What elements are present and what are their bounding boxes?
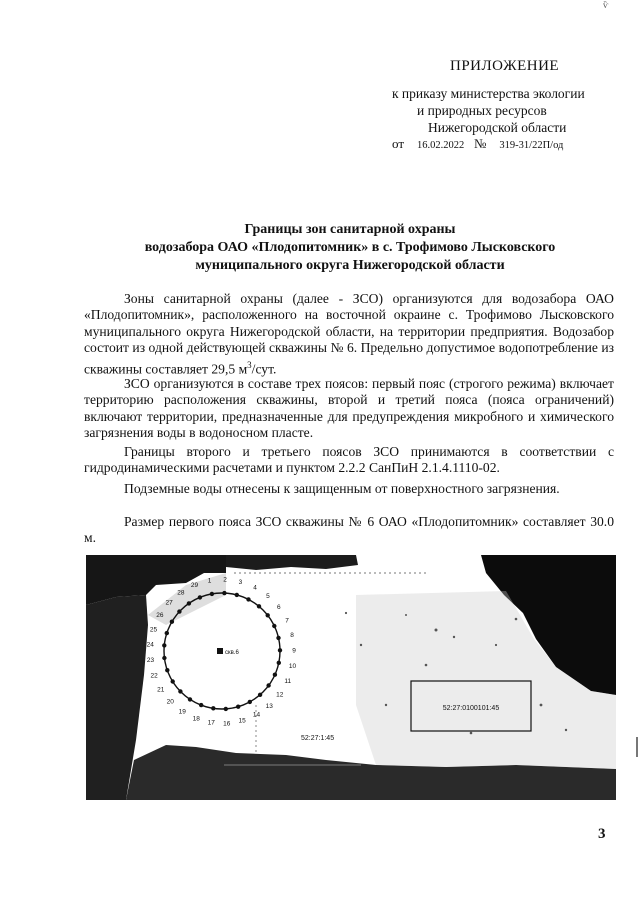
title-line-1: Границы зон санитарной охраны bbox=[244, 222, 456, 237]
appendix-title: ПРИЛОЖЕНИЕ bbox=[450, 58, 560, 74]
boundary-point-label-20: 20 bbox=[166, 698, 174, 706]
boundary-point-label-6: 6 bbox=[276, 604, 281, 612]
paragraph-4 bbox=[84, 481, 614, 497]
boundary-point-20 bbox=[178, 689, 182, 693]
boundary-point-18 bbox=[199, 703, 203, 707]
paragraph-1 bbox=[84, 291, 614, 378]
boundary-point-5 bbox=[257, 604, 261, 608]
paragraph-5-text: Размер первого пояса ЗСО скважины № 6 ОАО «Плодопитомник» составляет 30.0 м. bbox=[84, 514, 614, 546]
cadastral-number-label: 52:27:0100101:45 bbox=[442, 705, 500, 712]
boundary-point-24 bbox=[162, 643, 166, 647]
boundary-point-25 bbox=[165, 631, 169, 635]
paragraph-3 bbox=[84, 444, 614, 477]
boundary-point-1 bbox=[210, 592, 214, 596]
boundary-point-label-7: 7 bbox=[285, 617, 289, 625]
from-label: от bbox=[392, 136, 405, 151]
boundary-point-label-22: 22 bbox=[150, 672, 158, 680]
boundary-point-label-25: 25 bbox=[149, 626, 158, 634]
boundary-point-27 bbox=[177, 609, 181, 613]
title-line-2: водозабора ОАО «Плодопитомник» в с. Трофимово Лысковского bbox=[144, 240, 556, 255]
boundary-point-7 bbox=[272, 624, 276, 628]
boundary-point-label-8: 8 bbox=[290, 632, 294, 640]
boundary-point-label-18: 18 bbox=[192, 715, 200, 723]
boundary-point-2 bbox=[222, 591, 226, 595]
boundary-point-label-17: 17 bbox=[207, 719, 215, 727]
plot-cadastral-label: 52:27:1:45 bbox=[301, 735, 335, 742]
paragraph-2 bbox=[84, 376, 614, 442]
boundary-point-15 bbox=[236, 705, 240, 709]
boundary-point-label-1: 1 bbox=[207, 577, 212, 585]
corner-mark: ѷ bbox=[603, 0, 609, 10]
order-date-row bbox=[392, 136, 563, 152]
paragraph-1-text: Зоны санитарной охраны (далее - ЗСО) организуются для водозабора ОАО «Плодопитомник», расположенного на восточной окраине с. Трофимово Лысковского муниципального округа Нижегородской области, на территории предприятия. Водозабор состоит из одной действующей скважины № 6. Предельно допустимое водопотребление из скважины составляет 29,5 м bbox=[84, 291, 614, 377]
boundary-point-label-19: 19 bbox=[178, 708, 186, 716]
boundary-point-label-3: 3 bbox=[238, 578, 243, 586]
appendix-line-2: и природных ресурсов bbox=[417, 103, 547, 118]
boundary-point-17 bbox=[211, 706, 215, 710]
boundary-point-22 bbox=[165, 668, 169, 672]
boundary-point-label-14: 14 bbox=[252, 711, 261, 719]
boundary-point-3 bbox=[235, 593, 239, 597]
boundary-point-12 bbox=[266, 683, 270, 687]
boundary-point-label-16: 16 bbox=[223, 720, 231, 728]
boundary-point-label-10: 10 bbox=[288, 663, 297, 671]
boundary-point-26 bbox=[170, 620, 174, 624]
boundary-point-13 bbox=[258, 693, 262, 697]
boundary-point-8 bbox=[276, 636, 280, 640]
boundary-point-label-12: 12 bbox=[276, 691, 284, 699]
page-number: 3 bbox=[598, 826, 606, 842]
appendix-line-1: к приказу министерства экологии bbox=[392, 86, 585, 101]
boundary-point-29 bbox=[198, 595, 202, 599]
number-label: № bbox=[474, 136, 487, 151]
boundary-point-14 bbox=[248, 700, 252, 704]
boundary-point-label-27: 27 bbox=[165, 599, 173, 607]
boundary-point-23 bbox=[162, 656, 166, 660]
boundary-point-6 bbox=[266, 613, 270, 617]
boundary-point-label-24: 24 bbox=[146, 641, 154, 649]
boundary-point-label-23: 23 bbox=[146, 657, 155, 665]
boundary-point-28 bbox=[187, 601, 191, 605]
paragraph-2-text: ЗСО организуются в составе трех поясов: первый пояс (строгого режима) включает территорию расположения скважины, второй и третий пояса (пояса ограничений) включают территории, предназначенные для предупреждения микробного и химического загрязнения воды в водоносном пласте. bbox=[84, 376, 614, 441]
boundary-point-label-13: 13 bbox=[265, 702, 273, 710]
well-marker bbox=[217, 648, 223, 654]
title-line-3: муниципального округа Нижегородской области bbox=[195, 258, 505, 273]
boundary-point-label-2: 2 bbox=[223, 576, 227, 584]
boundary-point-label-11: 11 bbox=[284, 677, 292, 685]
paragraph-3-text: Границы второго и третьего поясов ЗСО принимаются в соответствии с гидродинамическими расчетами и пунктом 2.2.2 СанПиН 2.1.4.1110-02. bbox=[84, 444, 614, 476]
order-number: 319-31/22П/од bbox=[499, 140, 564, 151]
boundary-point-label-5: 5 bbox=[266, 593, 270, 601]
paragraph-5 bbox=[84, 514, 614, 547]
well-label: скв.6 bbox=[225, 650, 239, 656]
order-date: 16.02.2022 bbox=[417, 140, 465, 151]
boundary-point-label-21: 21 bbox=[157, 686, 165, 694]
boundary-point-19 bbox=[188, 697, 192, 701]
appendix-line-3: Нижегородской области bbox=[428, 120, 567, 135]
zone-map bbox=[86, 555, 616, 800]
boundary-point-16 bbox=[224, 707, 228, 711]
paragraph-1-unit: /сут. bbox=[251, 361, 277, 377]
boundary-point-21 bbox=[171, 679, 175, 683]
boundary-point-11 bbox=[273, 673, 277, 677]
boundary-point-label-28: 28 bbox=[177, 589, 185, 597]
boundary-point-label-26: 26 bbox=[156, 612, 164, 620]
boundary-point-9 bbox=[278, 648, 282, 652]
boundary-point-label-9: 9 bbox=[292, 647, 296, 655]
boundary-point-10 bbox=[277, 661, 281, 665]
boundary-point-label-4: 4 bbox=[253, 584, 257, 592]
paragraph-1-sup: 3 bbox=[247, 359, 252, 370]
boundary-point-label-29: 29 bbox=[190, 581, 199, 589]
document-title bbox=[80, 221, 620, 275]
edge-mark bbox=[636, 737, 638, 757]
boundary-point-label-15: 15 bbox=[238, 717, 246, 725]
paragraph-4-text: Подземные воды отнесены к защищенным от поверхностного загрязнения. bbox=[124, 481, 560, 496]
boundary-point-4 bbox=[246, 597, 250, 601]
